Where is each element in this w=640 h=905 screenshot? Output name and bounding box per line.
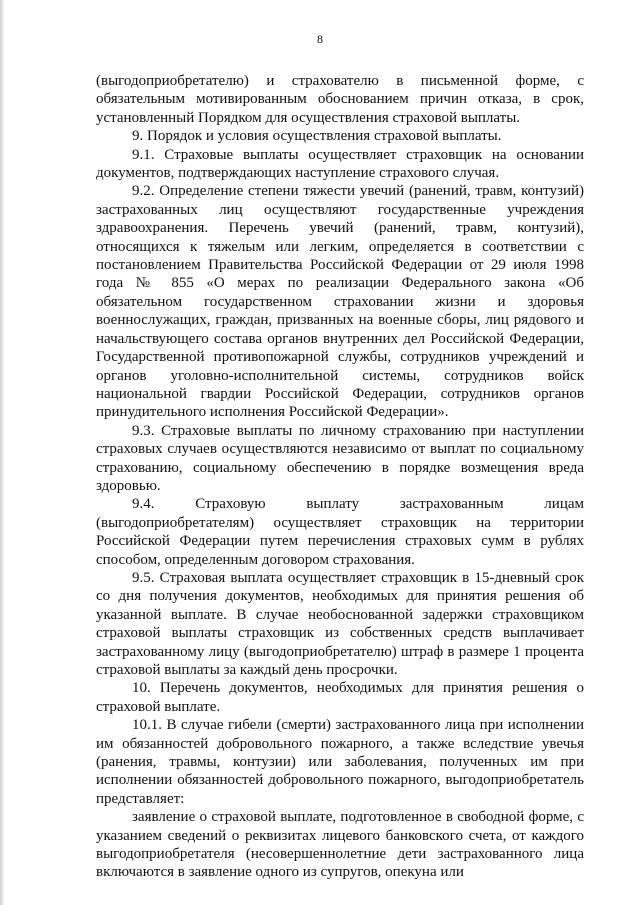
paragraph-application-item: заявление о страховой выплате, подготовленное в свободной форме, с указанием сведений о реквизитах лицевого банковского счета, от каждого выгодоприобретателя (несовершеннолетние дети застрахованного лица включаются в заявление одного из супругов, опекуна или xyxy=(96,809,584,881)
paragraph-section-10-heading: 10. Перечень документов, необходимых для принятия решения о страховой выплате. xyxy=(96,680,584,715)
paragraph-section-9-heading: 9. Порядок и условия осуществления страховой выплаты. xyxy=(132,128,502,145)
page-number: 8 xyxy=(317,32,323,46)
paragraph-9-1: 9.1. Страховые выплаты осуществляет страховщик на основании документов, подтверждающих наступление страхового случая. xyxy=(96,146,584,182)
paragraph-9-2: 9.2. Определение степени тяжести увечий (ранений, травм, контузий) застрахованных лиц осуществляют государственные учреждения здравоохранения. Перечень увечий (ранений, травм, контузий), относящихся к тяжелым или легким, определяется в соответствии с постановлением Правительства Российской Федерации от 29 июля 1998 года № 855 «О мерах по реализации Федерального закона «Об обязательном государственном страховании жизни и здоровья военнослужащих, граждан, призванных на военные сборы, лиц рядового и начальствующего состава органов внутренних дел Российской Федерации, Государственной противопожарной службы, сотрудников учреждений и органов уголовно-исполнительной системы, сотрудников войск национальной гвардии Российской Федерации, сотрудников органов принудительного исполнения Российской Федерации». xyxy=(96,183,584,421)
scan-edge xyxy=(0,0,4,905)
paragraph-10-1: 10.1. В случае гибели (смерти) застрахованного лица при исполнении им обязанностей добровольного пожарного, а также вследствие увечья (ранения, травмы, контузии) или заболевания, полученных им при исполнении обязанностей добровольного пожарного, выгодоприобретатель представляет: xyxy=(96,717,584,807)
paragraph-continuation: (выгодоприобретателю) и страхователю в письменной форме, с обязательным мотивированным обоснованием причин отказа, в срок, установленный Порядком для осуществления страховой выплаты. xyxy=(96,73,584,126)
paragraph-9-5: 9.5. Страховая выплата осуществляет страховщик в 15-дневный срок со дня получения документов, необходимых для принятия решения об указанной выплате. В случае необоснованной задержки страховщиком страховой выплаты страховщик из собственных средств выплачивает застрахованному лицу (выгодоприобретателю) штраф в размере 1 процента страховой выплаты за каждый день просрочки. xyxy=(96,569,584,678)
paragraph-9-4: 9.4. Страховую выплату застрахованным лицам (выгодоприобретателям) осуществляет страховщик на территории Российской Федерации путем перечисления страховых сумм в рублях способом, определенным договором страхования. xyxy=(96,496,584,568)
paragraph-9-3: 9.3. Страховые выплаты по личному страхованию при наступлении страховых случаев осуществляются независимо от выплат по социальному страхованию, социальному обеспечению в порядке возмещения вреда здоровью. xyxy=(96,422,584,494)
document-body xyxy=(96,72,584,882)
